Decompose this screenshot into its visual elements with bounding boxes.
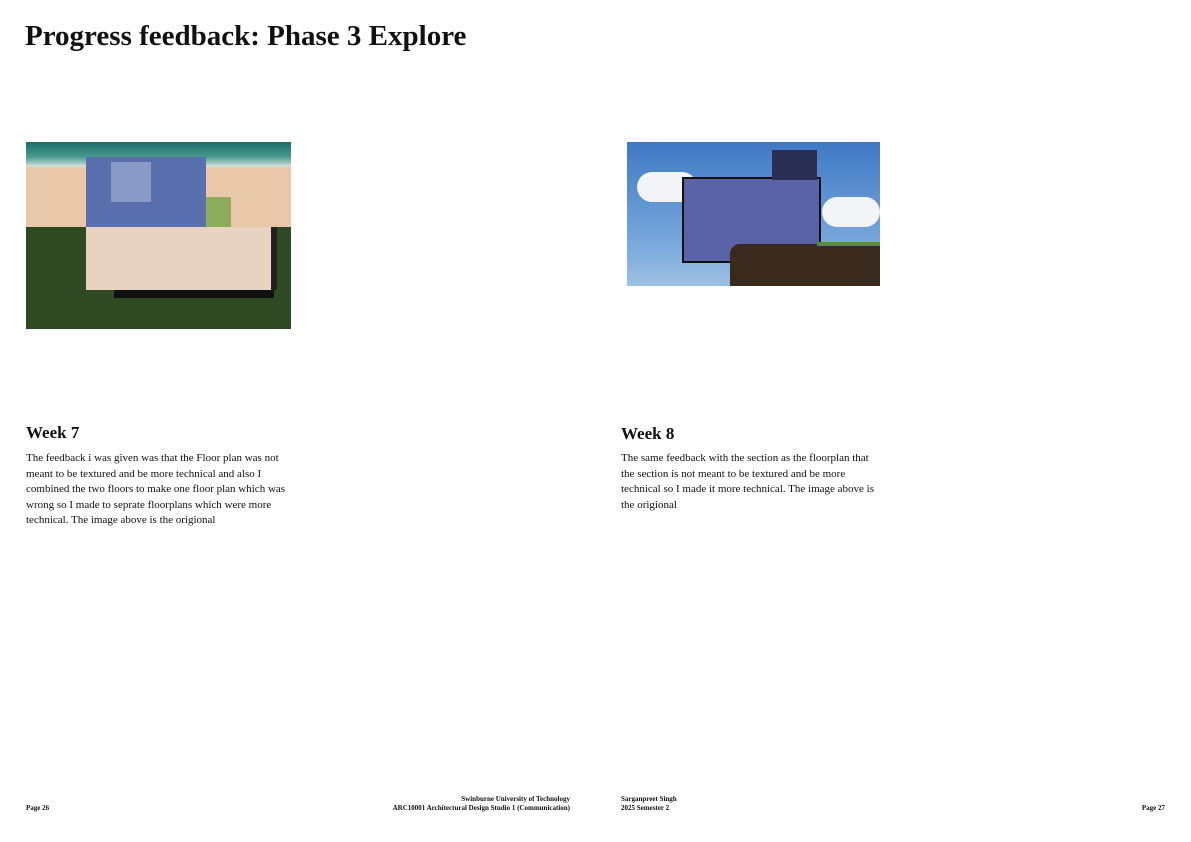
footer-semester: 2025 Semester 2 (621, 804, 670, 812)
left-footer (393, 795, 570, 813)
section-image (627, 142, 880, 286)
footer-author: Sarganpreet Singh (621, 795, 677, 803)
footer-course: ARC10001 Architectural Design Studio 1 (Communication) (392, 804, 570, 812)
right-footer (621, 795, 677, 813)
week-8-text: The same feedback with the section as the floorplan that the section is not meant to be textured and be more technical so I made it more technical. The image above is the origional (621, 452, 875, 511)
week-7-heading: Week 7 (26, 423, 80, 442)
week-7-text: The feedback i was given was that the Floor plan was not meant to be textured and be more technical and also I combined the two floors to make one floor plan which was wrong so I made to seprate floorplans which were more technical. The image above is the origional (26, 452, 286, 526)
right-page-number: Page 27 (1141, 804, 1165, 812)
week-8-heading: Week 8 (621, 424, 675, 443)
left-page-number: Page 26 (26, 804, 50, 812)
floor-plan-image (26, 142, 291, 329)
page-title: Progress feedback: Phase 3 Explore (25, 20, 467, 52)
footer-university: Swinburne University of Technology (461, 795, 570, 803)
